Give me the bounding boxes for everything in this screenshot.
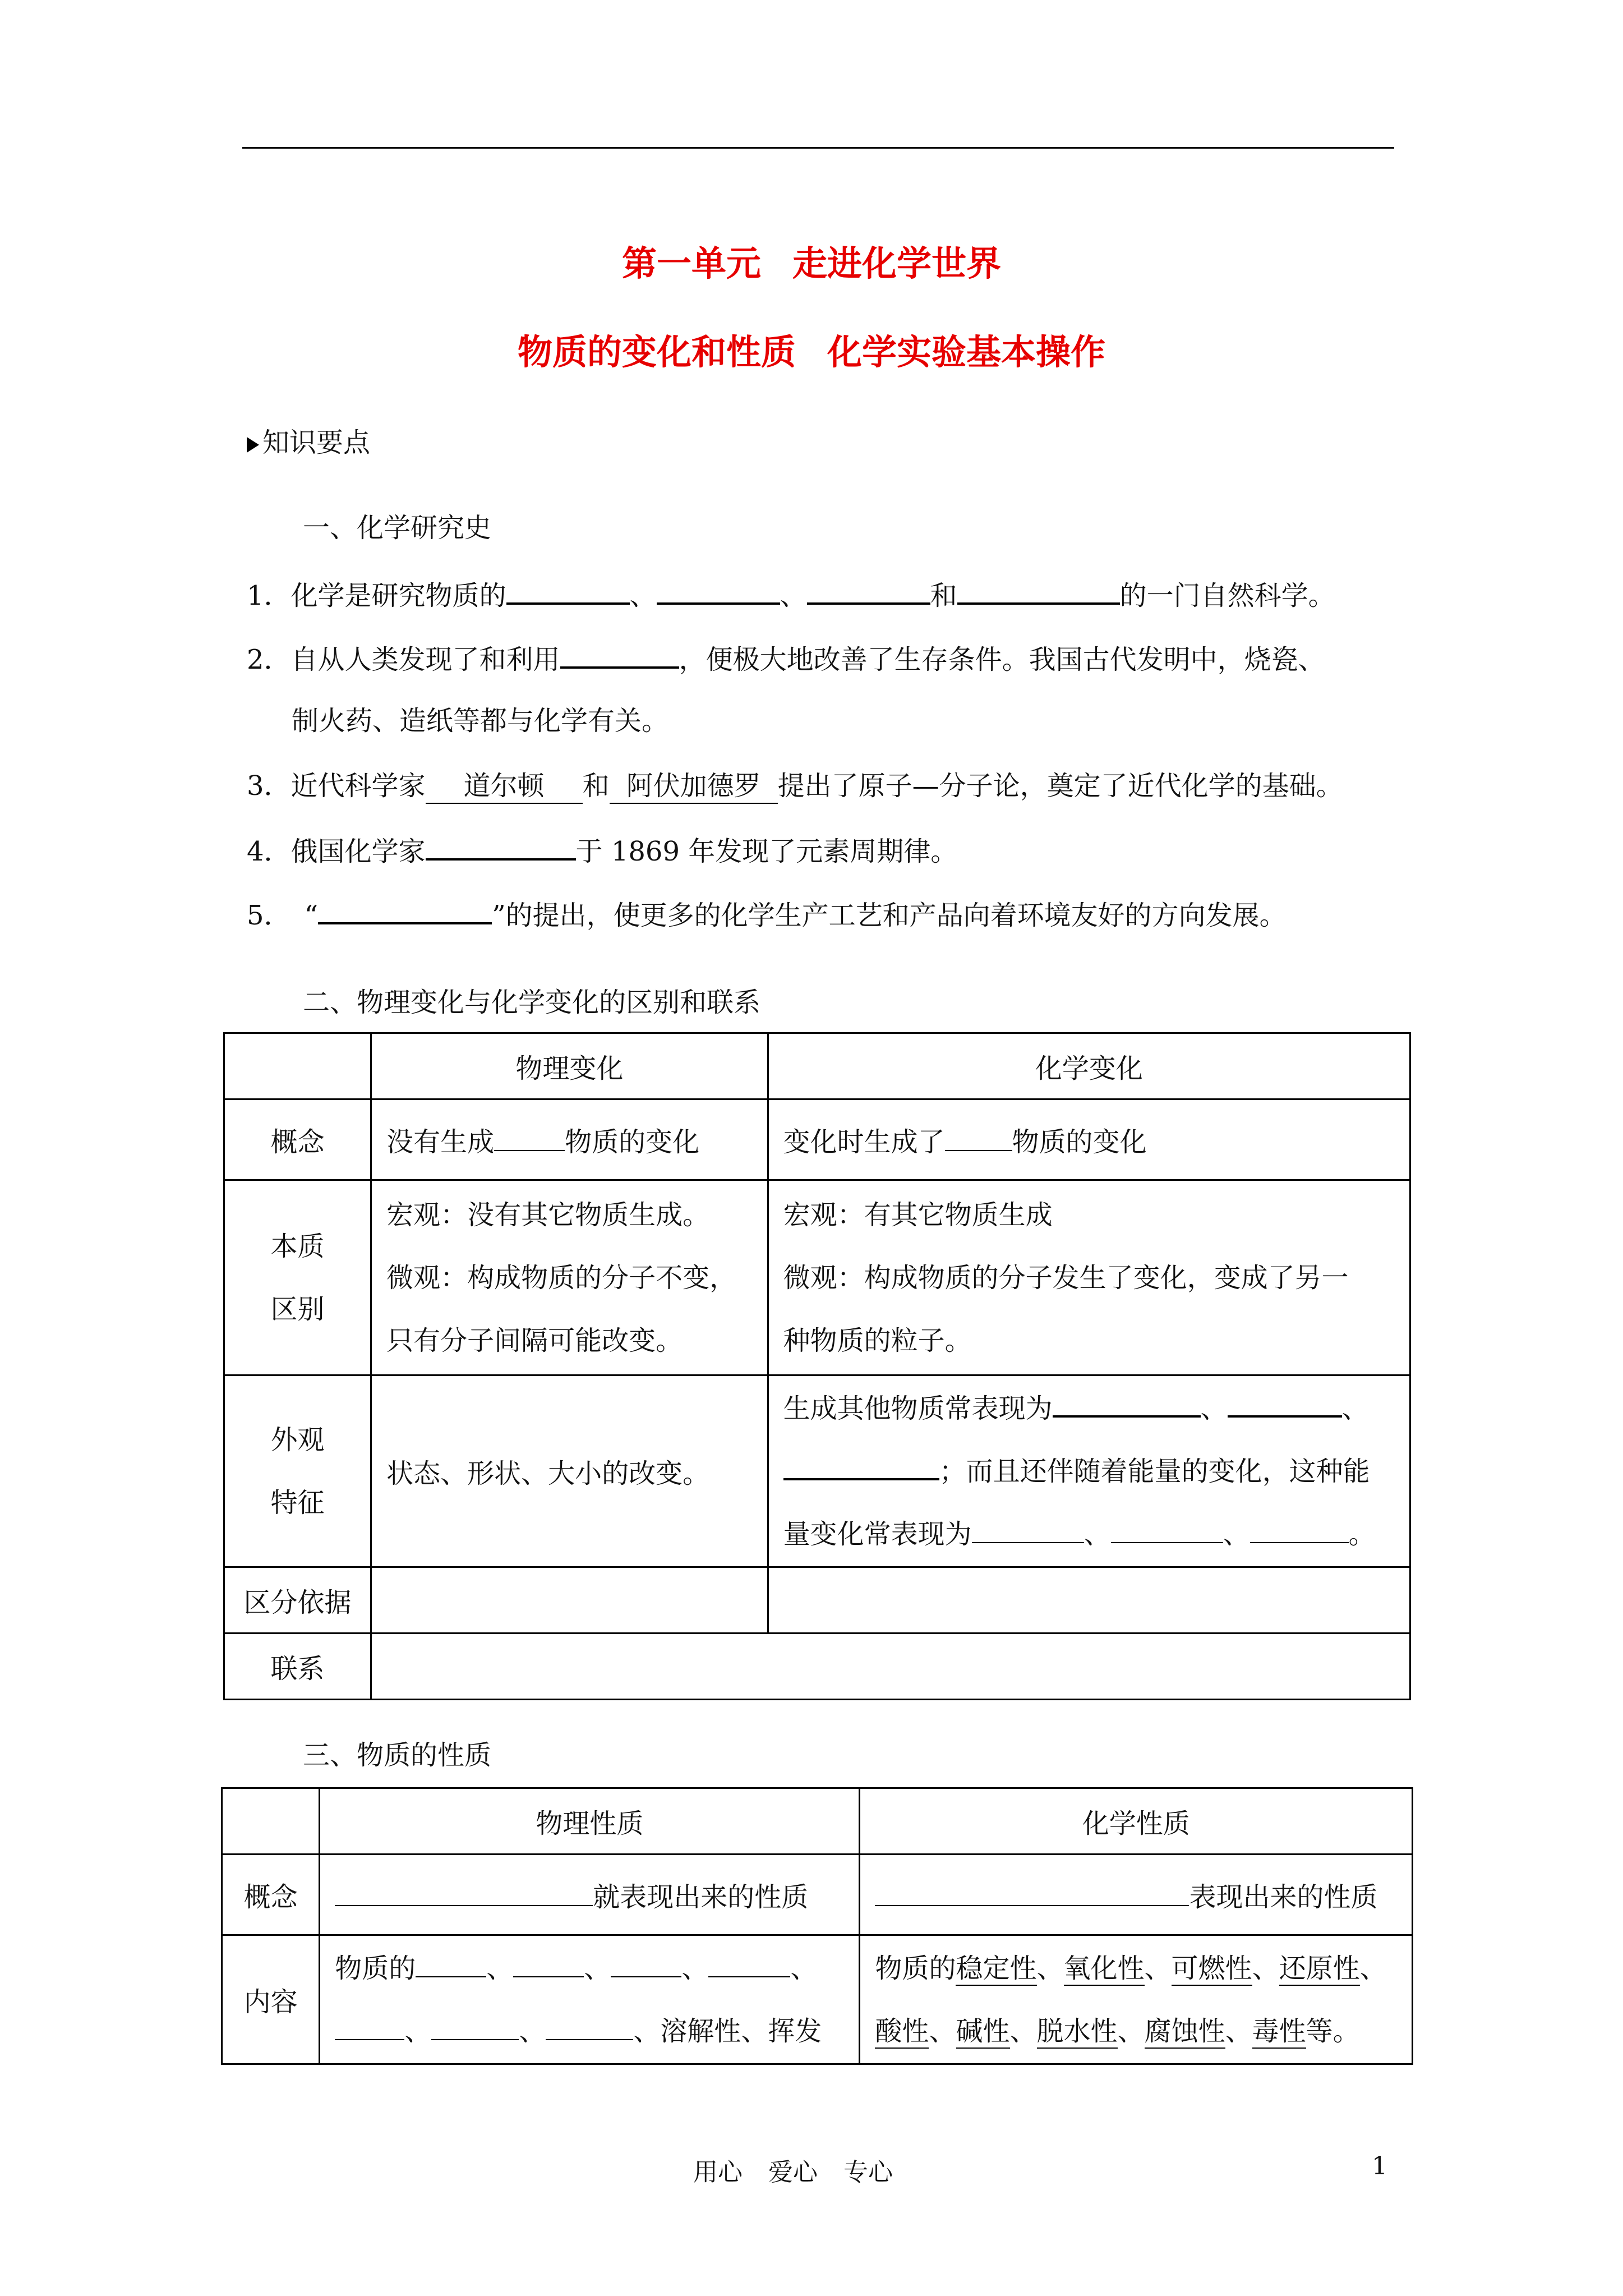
corner-cell — [222, 1788, 320, 1855]
blank — [513, 1952, 584, 1977]
blank — [426, 834, 576, 861]
concept-physical-property: 就表现出来的性质 — [320, 1855, 860, 1935]
basis-chemical — [768, 1567, 1410, 1634]
row-appearance: 外观 特征 — [224, 1375, 371, 1567]
concept-physical: 没有生成 物质的变化 — [371, 1099, 768, 1180]
col-physical-property: 物理性质 — [320, 1788, 860, 1855]
item-5: 5． “ ”的提出，使更多的化学生产工艺和产品向着环境友好的方向发展。 — [247, 898, 1287, 932]
blank — [1053, 1391, 1201, 1418]
content-chemical-property: 物质的稳定性、氧化性、可燃性、还原性、 酸性、碱性、脱水性、腐蚀性、毒性等。 — [860, 1935, 1413, 2064]
properties-table — [221, 1787, 1413, 2065]
section-heading-properties: 三、物质的性质 — [303, 1740, 492, 1771]
blank — [335, 2014, 404, 2040]
blank — [657, 578, 780, 605]
blank — [494, 1125, 565, 1151]
blank — [506, 578, 630, 605]
concept-chemical-property: 表现出来的性质 — [860, 1855, 1413, 1935]
appearance-physical: 状态、形状、大小的改变。 — [371, 1375, 768, 1567]
blank — [708, 1952, 790, 1977]
col-chemical-change: 化学变化 — [768, 1033, 1410, 1099]
corner-cell — [224, 1033, 371, 1099]
item-4: 4．俄国化学家 于 1869 年发现了元素周期律。 — [247, 834, 957, 868]
concept-chemical: 变化时生成了 物质的变化 — [768, 1099, 1410, 1180]
blank — [416, 1952, 486, 1977]
row-concept: 概念 — [222, 1855, 320, 1935]
blank — [945, 1125, 1012, 1151]
row-link: 联系 — [224, 1634, 371, 1700]
footer-slogan: 用心 爱心 专心 — [693, 2158, 893, 2187]
row-basis: 区分依据 — [224, 1567, 371, 1634]
arrow-bullet-icon — [247, 437, 259, 453]
blank — [875, 1880, 1189, 1906]
unit-title: 第一单元 走进化学世界 — [621, 243, 1002, 284]
blank — [807, 578, 930, 605]
row-essence: 本质 区别 — [224, 1180, 371, 1375]
lesson-title: 物质的变化和性质 化学实验基本操作 — [517, 332, 1106, 372]
blank — [783, 1453, 939, 1480]
knowledge-heading: 知识要点 — [247, 426, 370, 459]
essence-physical: 宏观：没有其它物质生成。 微观：构成物质的分子不变， 只有分子间隔可能改变。 — [371, 1180, 768, 1375]
col-chemical-property: 化学性质 — [860, 1788, 1413, 1855]
blank — [1111, 1517, 1223, 1543]
appearance-chemical: 生成其他物质常表现为 、 、 ；而且还伴随着能量的变化，这种能 量变化常表现为 、 、 。 — [768, 1375, 1410, 1567]
row-content: 内容 — [222, 1935, 320, 2064]
item-3: 3．近代科学家 道尔顿 和 阿伏加德罗 提出了原子—分子论，奠定了近代化学的基础。 — [247, 770, 1343, 804]
blank — [957, 578, 1120, 605]
row-concept: 概念 — [224, 1099, 371, 1180]
content-physical-property: 物质的 、 、 、 、 、 、 、溶解性、挥发 — [320, 1935, 860, 2064]
col-physical-change: 物理变化 — [371, 1033, 768, 1099]
section-heading-changes: 二、物理变化与化学变化的区别和联系 — [303, 987, 761, 1018]
essence-chemical: 宏观：有其它物质生成 微观：构成物质的分子发生了变化，变成了另一 种物质的粒子。 — [768, 1180, 1410, 1375]
blank — [1250, 1517, 1349, 1543]
blank — [318, 898, 492, 924]
basis-physical — [371, 1567, 768, 1634]
item-1: 1．化学是研究物质的 、 、 和 的一门自然科学。 — [247, 578, 1335, 612]
blank — [972, 1517, 1084, 1543]
blank — [560, 642, 679, 669]
blank — [335, 1880, 593, 1906]
changes-table — [223, 1032, 1411, 1700]
item-2-continued: 制火药、造纸等都与化学有关。 — [292, 705, 669, 737]
blank — [1228, 1391, 1342, 1418]
page-number: 1 — [1372, 2152, 1387, 2180]
item-2: 2．自从人类发现了和利用 ，便极大地改善了生存条件。我国古代发明中，烧瓷、 — [247, 642, 1325, 676]
blank — [611, 1952, 681, 1977]
blank — [546, 2014, 633, 2040]
header-rule — [242, 147, 1394, 149]
link-cell — [371, 1634, 1410, 1700]
section-heading-history: 一、化学研究史 — [303, 512, 492, 544]
blank — [431, 2014, 519, 2040]
